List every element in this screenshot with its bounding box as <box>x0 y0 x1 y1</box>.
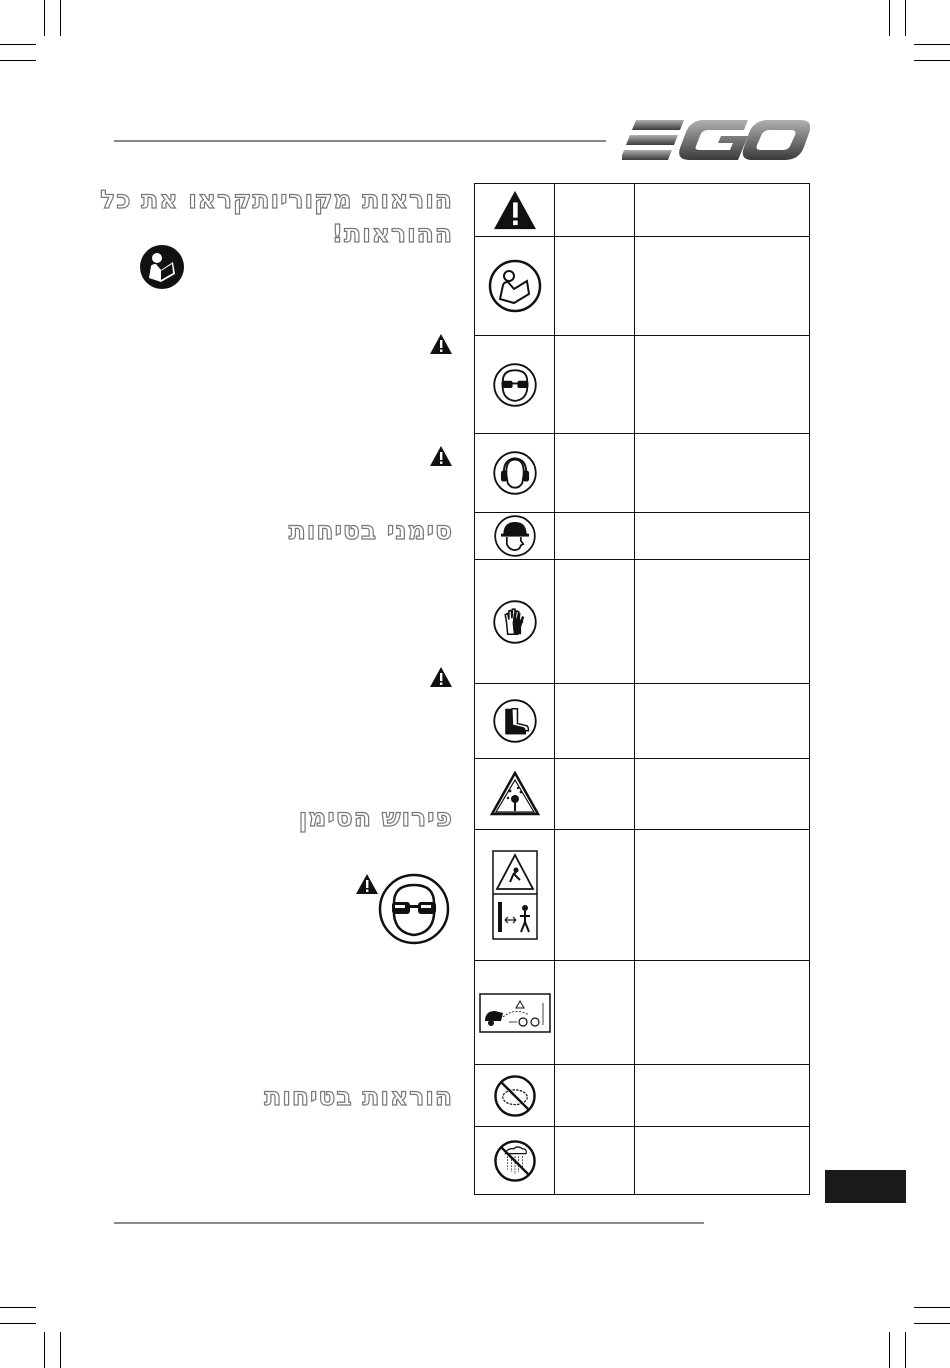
symbol-description-cell <box>635 961 809 1064</box>
ear-protection-icon <box>493 451 537 495</box>
symbol-cell <box>475 830 555 960</box>
crop-mark <box>889 0 890 36</box>
read-manual-icon <box>488 259 542 313</box>
crop-mark <box>889 1332 890 1368</box>
symbol-name-cell <box>554 1065 635 1126</box>
symbol-cell <box>475 961 555 1064</box>
symbol-name-cell <box>554 759 635 829</box>
eye-protection-icon <box>493 363 537 407</box>
table-row <box>475 237 809 336</box>
symbol-cell <box>475 336 555 433</box>
symbol-description-cell <box>635 184 809 236</box>
symbol-cell <box>475 759 555 829</box>
table-row <box>475 684 809 759</box>
warning-triangle-icon <box>355 873 379 895</box>
symbol-description-cell <box>635 830 809 960</box>
symbol-cell <box>475 513 555 559</box>
table-row <box>475 1065 809 1127</box>
symbol-name-cell <box>554 184 635 236</box>
crop-mark <box>60 1332 61 1368</box>
table-row <box>475 434 809 513</box>
crop-mark <box>0 1307 36 1308</box>
table-row <box>475 184 809 237</box>
symbol-description-cell <box>635 434 809 512</box>
symbol-cell <box>475 1127 555 1194</box>
head-protection-icon <box>494 515 536 557</box>
symbols-table <box>474 183 810 1195</box>
symbol-cell <box>475 684 555 758</box>
crop-mark <box>44 0 45 36</box>
symbol-name-cell <box>554 560 635 683</box>
symbol-description-cell <box>635 513 809 559</box>
no-blade-icon <box>493 1074 537 1118</box>
crop-mark <box>914 44 950 45</box>
warning-triangle-icon <box>492 189 538 231</box>
ego-logo <box>622 118 810 162</box>
symbol-cell <box>475 434 555 512</box>
symbol-cell <box>475 237 555 335</box>
cutting-attachment-icon <box>479 993 551 1033</box>
safety-boots-icon <box>493 699 537 743</box>
keep-bystanders-away-icon <box>492 850 538 940</box>
table-row <box>475 560 809 684</box>
flying-objects-icon <box>490 771 540 817</box>
warning-triangle-icon <box>429 666 453 688</box>
crop-mark <box>0 60 36 61</box>
eye-protection-icon <box>378 873 450 945</box>
symbol-cell <box>475 1065 555 1126</box>
symbol-description-cell <box>635 1127 809 1194</box>
warning-triangle-icon <box>429 445 453 467</box>
crop-mark <box>0 1323 36 1324</box>
footer-rule <box>114 1222 704 1224</box>
safety-instructions-heading: הוראות בטיחות <box>264 1082 453 1111</box>
symbol-description-cell <box>635 560 809 683</box>
table-row <box>475 513 809 560</box>
symbol-name-cell <box>554 336 635 433</box>
crop-mark <box>905 0 906 36</box>
table-row <box>475 336 809 434</box>
symbol-description-cell <box>635 759 809 829</box>
symbol-name-cell <box>554 513 635 559</box>
crop-mark <box>914 60 950 61</box>
symbol-meaning-heading: פירוש הסימן <box>298 803 453 832</box>
header-rule <box>114 140 606 142</box>
symbol-cell <box>475 560 555 683</box>
symbol-description-cell <box>635 1065 809 1126</box>
symbol-name-cell <box>554 830 635 960</box>
crop-mark <box>905 1332 906 1368</box>
crop-mark <box>44 1332 45 1368</box>
symbol-description-cell <box>635 237 809 335</box>
crop-mark <box>914 1307 950 1308</box>
symbol-name-cell <box>554 237 635 335</box>
gloves-icon <box>493 600 537 644</box>
symbol-cell <box>475 184 555 236</box>
no-rain-icon <box>493 1139 537 1183</box>
crop-mark <box>914 1323 950 1324</box>
crop-mark <box>60 0 61 36</box>
symbol-description-cell <box>635 336 809 433</box>
read-all-heading-line2: ההוראות! <box>331 219 453 248</box>
safety-symbols-heading: סימני בטיחות <box>288 516 453 545</box>
warning-triangle-icon <box>429 333 453 355</box>
symbol-description-cell <box>635 684 809 758</box>
crop-mark <box>0 44 36 45</box>
symbol-name-cell <box>554 961 635 1064</box>
table-row <box>475 961 809 1065</box>
read-manual-icon <box>139 244 185 290</box>
symbol-name-cell <box>554 1127 635 1194</box>
page-tab <box>825 1170 906 1203</box>
table-row <box>475 1127 809 1194</box>
symbol-name-cell <box>554 684 635 758</box>
symbol-name-cell <box>554 434 635 512</box>
read-all-heading-line1: הוראות מקוריותקראו את כל <box>100 185 453 214</box>
table-row <box>475 759 809 830</box>
table-row <box>475 830 809 961</box>
